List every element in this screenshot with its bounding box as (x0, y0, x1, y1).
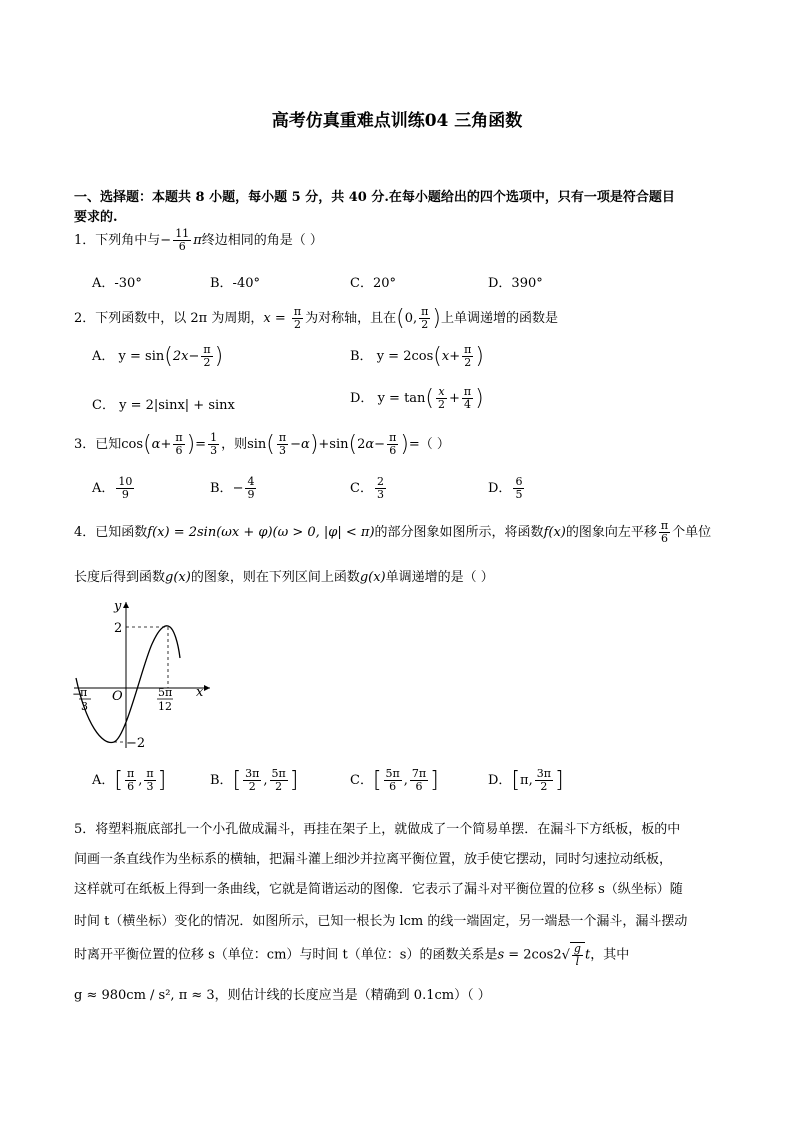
sine-curve (76, 626, 180, 743)
left-tick-num: π (80, 686, 88, 699)
question-5-line2: 间画一条直线作为坐标系的横轴，把漏斗灌上细沙并拉离平衡位置，放手使它摆动，同时匀速拉动纸板， (74, 852, 673, 867)
ymin-label: −2 (126, 736, 146, 751)
question-5-line3: 这样就可在纸板上得到一条曲线，它就是简谐运动的图像．它表示了漏斗对平衡位置的位移 s（纵坐标）随 (74, 882, 683, 897)
q1-option-c[interactable]: C．20° (350, 276, 396, 291)
q1-option-b[interactable]: B．-40° (210, 276, 260, 291)
q4-option-a[interactable]: A．[ $\frac{\pi}{6}$ , $\frac{\pi}{3}$ ] (92, 767, 167, 793)
question-2: 2．下列函数中，以 2π 为周期，x = $\frac{\pi}{2}$ 为对称轴，且在(0, $\frac{\pi}{2}$ )上单调递增的函数是 (74, 305, 558, 331)
q3-option-c[interactable]: C． $\frac{2}{3}$ (350, 475, 384, 501)
q2-option-d[interactable]: D． y = tan( $\frac{x}{2}$ + $\frac{\pi}{4}$ ) (350, 385, 484, 411)
y-axis-arrow-icon (123, 602, 129, 608)
question-5-line4: 时间 t（横坐标）变化的情况．如图所示，已知一根长为 lcm 的线一端固定，另一端悬一个漏斗，漏斗摆动 (74, 914, 688, 929)
right-tick-num: 5π (158, 686, 173, 699)
question-4: 4．已知函数f(x) = 2sin(ωx + φ)(ω > 0, |φ| < π)的部分图象如图所示，将函数f(x)的图象向左平移 $\frac{\pi}{6}$ 个单位 (74, 519, 712, 545)
q4-sine-graph (70, 596, 220, 756)
question-5-line1: 5．将塑料瓶底部扎一个小孔做成漏斗，再挂在架子上，就做成了一个简易单摆．在漏斗下方纸板，板的中 (74, 822, 681, 837)
q1-fraction: $\frac{11}{6}$ (175, 227, 190, 253)
section-heading-cont: 要求的. (74, 210, 118, 225)
left-tick-den: 3 (81, 700, 88, 713)
q3-option-b[interactable]: B．− $\frac{4}{9}$ (210, 475, 255, 501)
q2-option-c[interactable]: C． y = 2|sinx| + sinx (92, 398, 235, 413)
q2-option-a[interactable]: A． y = sin(2x− $\frac{\pi}{2}$ ) (92, 343, 224, 369)
x-label: x (196, 685, 204, 700)
q1-suffix: 终边相同的角是（ ） (201, 233, 323, 248)
right-tick-den: 12 (158, 700, 172, 713)
origin-label: O (112, 689, 123, 704)
y-label: y (114, 599, 122, 614)
question-5-line6: g ≈ 980cm / s², π ≈ 3，则估计线的长度应当是（精确到 0.1cm）（ ） (74, 988, 491, 1003)
q4-option-d[interactable]: D．[π, $\frac{3\pi}{2}$ ] (488, 767, 564, 793)
q4-option-c[interactable]: C．[ $\frac{5\pi}{6}$ , $\frac{7\pi}{6}$ ] (350, 767, 439, 793)
question-1: 1．下列角中与− $\frac{11}{6}$ π终边相同的角是（ ） (74, 227, 323, 253)
left-tick-minus: − (72, 687, 83, 701)
x-axis-arrow-icon (204, 685, 210, 691)
q4-option-b[interactable]: B．[ $\frac{3\pi}{2}$ , $\frac{5\pi}{2}$ ] (210, 767, 299, 793)
q1-option-a[interactable]: A．-30° (92, 276, 142, 291)
ymax-label: 2 (114, 621, 123, 636)
q3-option-a[interactable]: A． $\frac{10}{9}$ (92, 475, 133, 501)
question-3: 3．已知cos(α+ $\frac{\pi}{6}$ )= $\frac{1}{3}$ ，则sin( $\frac{\pi}{3}$ −α)+sin(2α− $\frac{\pi}{6}$ )=（ ） (74, 431, 450, 457)
q1-option-d[interactable]: D．390° (488, 276, 543, 291)
q3-option-d[interactable]: D． $\frac{6}{5}$ (488, 475, 523, 501)
section-heading: 一、选择题：本题共 8 小题，每小题 5 分，共 40 分.在每小题给出的四个选项中，只有一项是符合题目 (74, 190, 675, 205)
page-title: 高考仿真重难点训练04 三角函数 (271, 111, 523, 131)
q1-prefix: 1．下列角中与 (74, 233, 161, 248)
q2-option-b[interactable]: B． y = 2cos(x+ $\frac{\pi}{2}$ ) (350, 343, 484, 369)
question-5-line5: 时离开平衡位置的位移 s（单位：cm）与时间 t（单位：s）的函数关系是s = 2cos2 √ $\frac{g}{l}$ t，其中 (74, 942, 630, 968)
question-4-cont: 长度后得到函数g(x)的图象，则在下列区间上函数g(x)单调递增的是（ ） (74, 570, 494, 585)
